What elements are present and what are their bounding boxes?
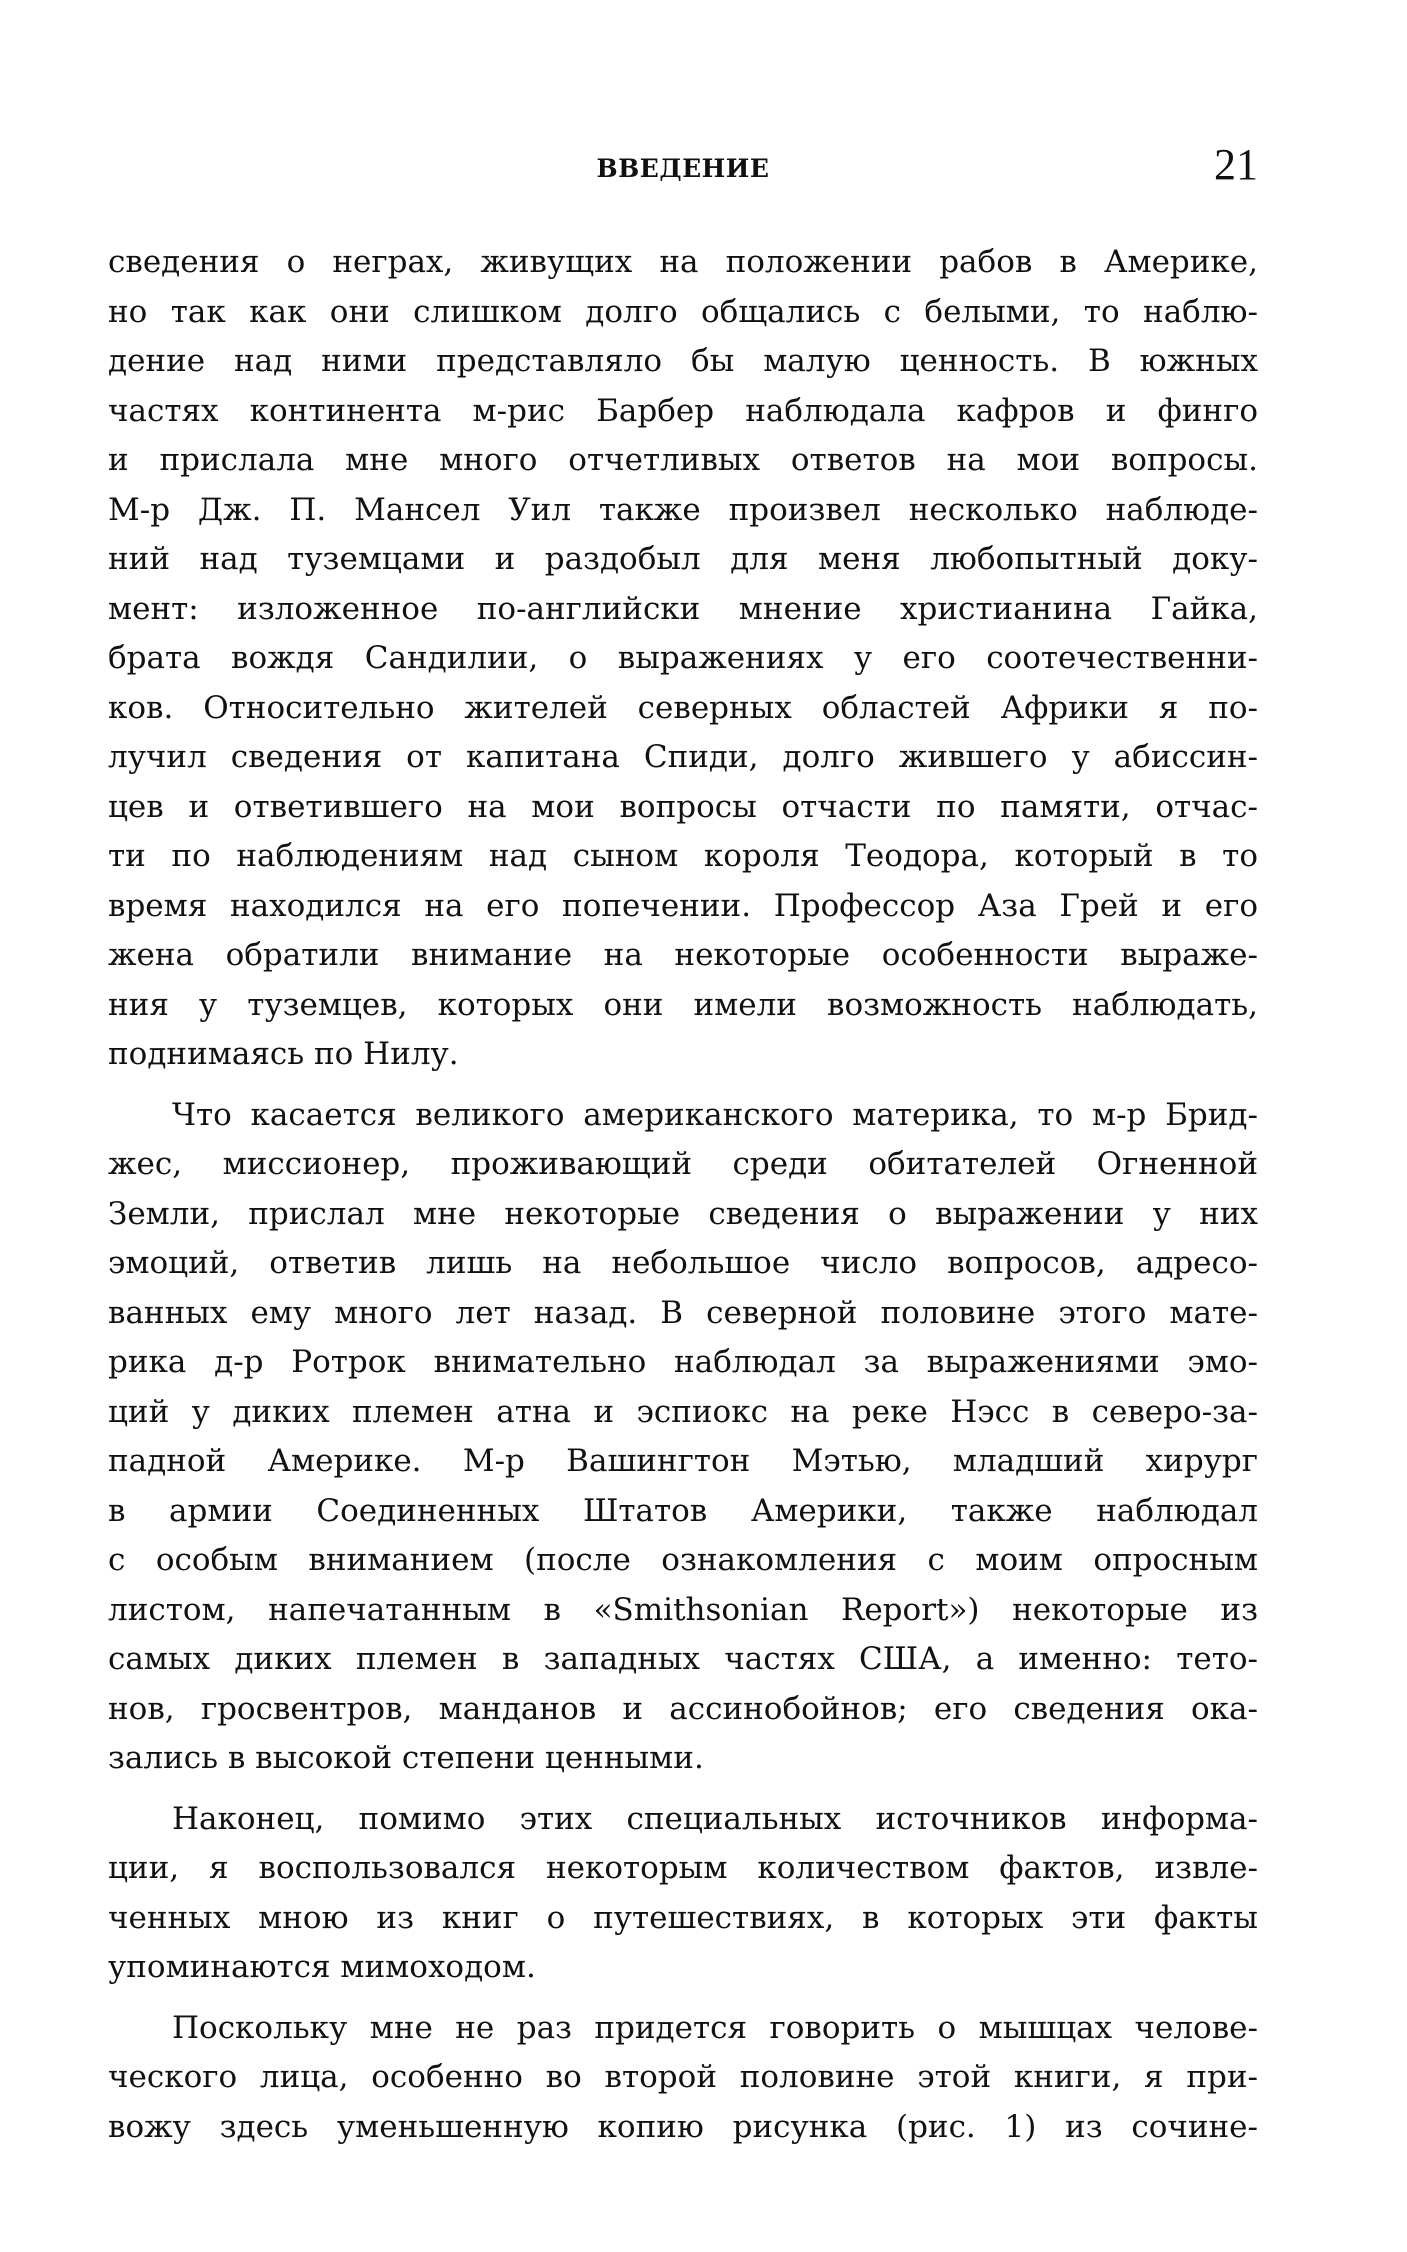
page-number: 21 — [1214, 140, 1258, 189]
text-line: зались в высокой степени ценными. — [108, 1740, 704, 1776]
text-line: упоминаются мимоходом. — [108, 1949, 536, 1985]
text-line: падной Америке. М-р Вашингтон Мэтью, младший хирург — [108, 1443, 1258, 1479]
text-line: М-р Дж. П. Мансел Уил также произвел несколько наблюде- — [108, 491, 1258, 528]
text-line: жес, миссионер, проживающий среди обитателей Огненной — [108, 1146, 1258, 1182]
paragraph-4 — [108, 2004, 1258, 2153]
text-line: ния у туземцев, которых они имели возможность наблюдать, — [108, 986, 1258, 1023]
text-line: жена обратили внимание на некоторые особенности выраже- — [108, 937, 1258, 973]
text-line: ченных мною из книг о путешествиях, в которых эти факты — [108, 1899, 1258, 1936]
text-line: и прислала мне много отчетливых ответов на мои вопросы. — [108, 442, 1258, 478]
text-line: Что касается великого американского материка, то м-р Брид- — [172, 1096, 1258, 1133]
text-line: сведения о неграх, живущих на положении рабов в Америке, — [108, 244, 1258, 280]
chapter-title: ВВЕДЕНИЕ — [596, 154, 770, 183]
body-text — [108, 238, 1258, 2152]
text-line: Наконец, помимо этих специальных источников информа- — [172, 1800, 1258, 1837]
text-line: поднимаясь по Нилу. — [108, 1036, 459, 1072]
text-line: с особым вниманием (после ознакомления с моим опросным — [108, 1542, 1258, 1578]
text-line: ков. Относительно жителей северных областей Африки я по- — [108, 689, 1258, 726]
text-line: Поскольку мне не раз придется говорить о мышцах челове- — [172, 2009, 1258, 2046]
text-line: дение над ними представляло бы малую ценность. В южных — [108, 343, 1258, 379]
text-line: но так как они слишком долго общались с белыми, то наблю- — [108, 293, 1258, 330]
text-line: вожу здесь уменьшенную копию рисунка (рис. 1) из сочине- — [108, 2108, 1258, 2145]
text-line: Земли, прислал мне некоторые сведения о выражении у них — [108, 1195, 1258, 1232]
running-header — [108, 140, 1258, 200]
paragraph-1 — [108, 238, 1258, 1080]
text-line: листом, напечатанным в «Smithsonian Report») некоторые из — [108, 1591, 1258, 1628]
text-line: самых диких племен в западных частях США, а именно: тето- — [108, 1641, 1258, 1677]
text-line: эмоций, ответив лишь на небольшое число вопросов, адресо- — [108, 1245, 1258, 1281]
text-line: цев и ответившего на мои вопросы отчасти по памяти, отчас- — [108, 788, 1258, 825]
text-line: нов, гросвентров, манданов и ассинобойнов; его сведения ока- — [108, 1690, 1258, 1727]
text-line: рика д-р Ротрок внимательно наблюдал за выражениями эмо- — [108, 1344, 1258, 1380]
text-line: в армии Соединенных Штатов Америки, также наблюдал — [108, 1492, 1258, 1529]
text-line: мент: изложенное по-английски мнение христианина Гайка, — [108, 590, 1258, 627]
text-line: время находился на его попечении. Профессор Аза Грей и его — [108, 887, 1258, 924]
text-line: ций у диких племен атна и эспиокс на реке Нэсс в северо-за- — [108, 1393, 1258, 1430]
text-line: ти по наблюдениям над сыном короля Теодора, который в то — [108, 838, 1258, 874]
text-line: ции, я воспользовался некоторым количеством фактов, извле- — [108, 1850, 1258, 1886]
text-line: лучил сведения от капитана Спиди, долго жившего у абиссин- — [108, 739, 1258, 775]
paragraph-3 — [108, 1795, 1258, 1993]
text-line: ванных ему много лет назад. В северной половине этого мате- — [108, 1294, 1258, 1331]
text-line: брата вождя Сандилии, о выражениях у его соотечественни- — [108, 640, 1258, 676]
text-line: частях континента м-рис Барбер наблюдала кафров и финго — [108, 392, 1258, 429]
text-line: ческого лица, особенно во второй половине этой книги, я при- — [108, 2059, 1258, 2095]
text-line: ний над туземцами и раздобыл для меня любопытный доку- — [108, 541, 1258, 577]
paragraph-2 — [108, 1091, 1258, 1784]
